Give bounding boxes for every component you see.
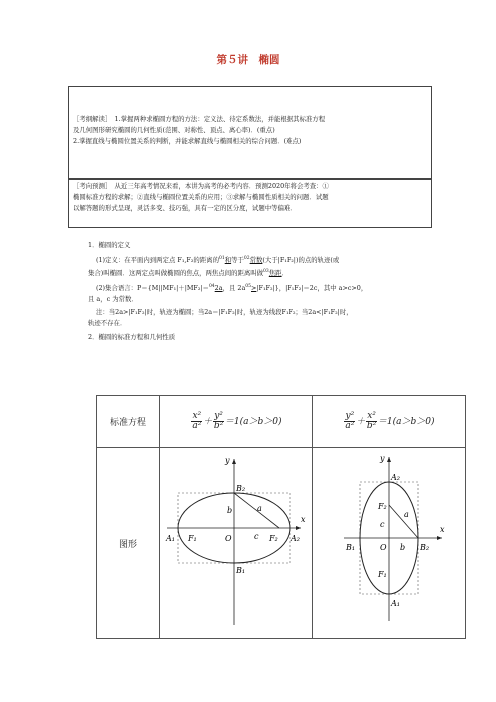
vertex-label: A₂	[291, 534, 300, 543]
blank-answer: 和	[224, 256, 232, 265]
origin-label: O	[380, 543, 387, 552]
row-label: 标准方程	[97, 396, 160, 448]
kaogang-line: 及几何图形研究椭圆的几何性质(范围、对称性、顶点、离心率)．(重点)	[73, 125, 275, 134]
blank-answer: >	[251, 284, 257, 293]
blank-answer: 焦距	[268, 269, 282, 278]
segment-label: c	[380, 520, 385, 529]
definition-text: 集合)叫椭圆．这两定点叫做椭圆的焦点，两焦点间的距离叫做$^{03}$焦距．	[88, 269, 288, 278]
set-language-text: 且 a，c 为常数．	[88, 295, 138, 304]
note-text: 注：当2a>|F₁F₂|时，轨迹为椭圆；当2a＝|F₁F₂|时，轨迹为线段F₁F₂；当2a<|F₁F₂|时，	[96, 308, 353, 317]
kaoxiang-line: 以解答题的形式呈现，灵活多变、技巧强，具有一定的区分度，试题中等偏难．	[73, 203, 297, 212]
section-heading: 2．椭圆的标准方程和几何性质	[88, 333, 176, 342]
page-title: 第５讲 椭圆	[216, 54, 280, 66]
segment-label: c	[254, 532, 259, 541]
kaogang-line: ［考纲解读］ 1.掌握两种求椭圆方程的方法：定义法、待定系数法，并能根据其标准方程	[73, 115, 326, 123]
focus-label: F₂	[378, 502, 387, 511]
section-heading: 1．椭圆的定义	[88, 241, 131, 249]
kaoxiang-line: 椭圆标准方程的求解；②直线与椭圆位置关系的应用；③求解与椭圆性质相关的问题．试题	[73, 192, 329, 201]
focus-label: F₁	[378, 570, 387, 579]
blank-answer: 常数	[249, 256, 263, 265]
vertex-label: A₂	[391, 473, 400, 482]
segment-label: a	[257, 504, 262, 513]
blank-answer: 2a	[214, 284, 223, 293]
vertex-label: A₁	[391, 599, 400, 608]
figure-vertical-ellipse	[313, 448, 466, 639]
focus-label: F₂	[269, 534, 278, 543]
kaogang-box	[68, 86, 432, 180]
figure-horizontal-ellipse	[160, 448, 313, 639]
focus-label: F₁	[188, 534, 197, 543]
section-definition	[88, 240, 428, 343]
vertex-label: B₁	[346, 543, 356, 552]
origin-label: O	[225, 534, 232, 543]
set-language-text: (2)集合语言：P＝{M||MF₁|＋|MF₂|＝$^{04}$2a，且 $2a^{05}>|F_1F_2|$}，|F₁F₂|＝2c，其中 a>c>0，	[96, 284, 368, 293]
axis-label: y	[380, 454, 385, 463]
kaoxiang-box	[68, 178, 432, 228]
axis-label: y	[225, 456, 230, 465]
vertex-label: B₂	[236, 484, 246, 493]
axis-label: x	[301, 515, 306, 524]
segment-label: b	[227, 506, 233, 515]
ellipse-properties-table	[96, 395, 466, 639]
definition-text: (1)定义：在平面内到两定点 F₁,F₂的距离的$^{01}$和等于$^{02}$常数(大于|F₁F₂|)的点的轨迹(或	[96, 256, 340, 265]
axis-label: x	[440, 525, 445, 534]
row-label: 图形	[97, 448, 160, 639]
vertex-label: B₂	[420, 543, 430, 552]
segment-label: b	[400, 543, 406, 552]
segment-label: a	[404, 510, 409, 519]
kaoxiang-line: ［考向预测］ 从近三年高考情况来看，本讲为高考的必考内容．预测2020年将会考查：①	[73, 182, 329, 190]
note-text: 轨迹不存在．	[88, 319, 127, 328]
vertex-label: B₁	[236, 566, 246, 575]
equation-vertical: $\frac{\text{y²}}{\text{a²}}$ ＋ $\frac{\text{x²}}{\text{b²}}$ ＝1(a＞b＞0)	[313, 396, 466, 448]
equation-horizontal: $\frac{\text{x²}}{\text{a²}}$ ＋ $\frac{\text{y²}}{\text{b²}}$ ＝1(a＞b＞0)	[160, 396, 313, 448]
kaogang-line: 2.掌握直线与椭圆位置关系的判断，并能求解直线与椭圆相关的综合问题．(难点)	[73, 136, 302, 145]
vertex-label: A₁	[166, 534, 175, 543]
